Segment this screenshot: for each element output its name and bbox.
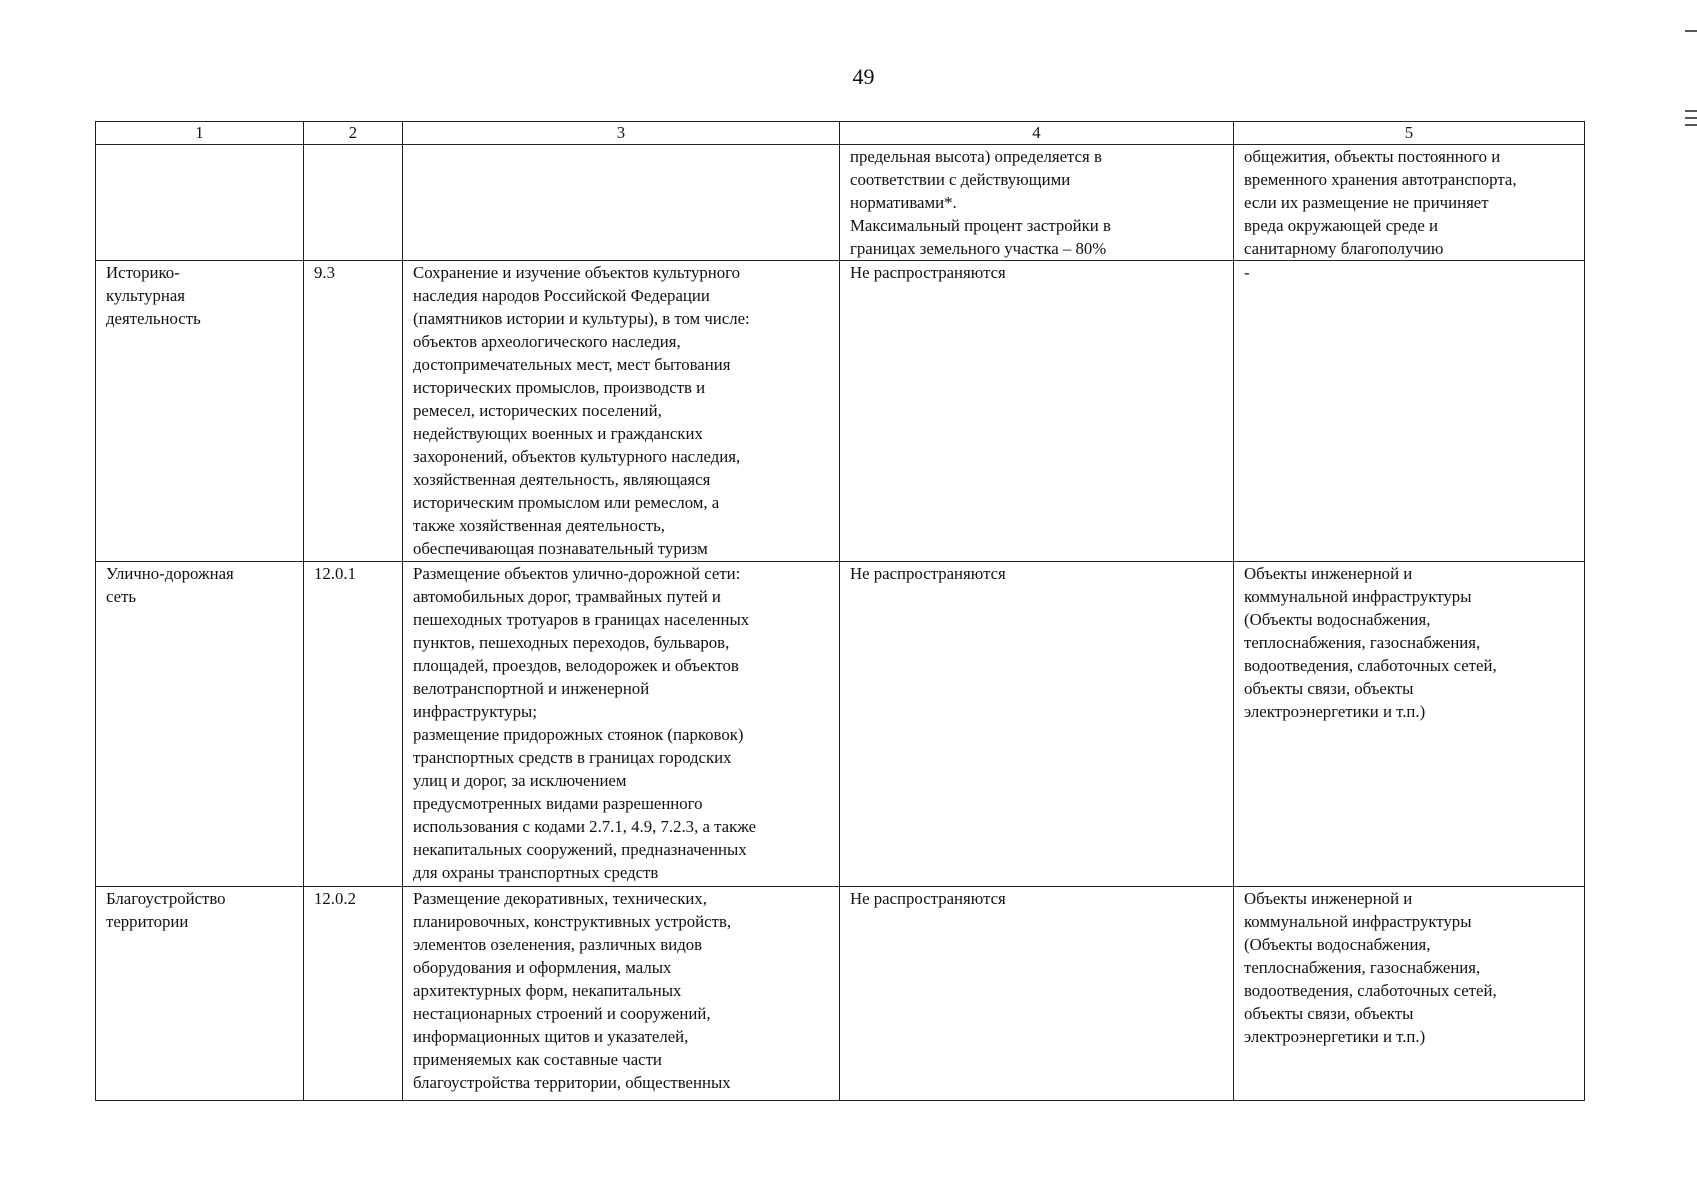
cell-text-line: предусмотренных видами разрешенного	[413, 794, 703, 813]
cell-name	[96, 261, 304, 562]
cell-text-line: Объекты инженерной и	[1244, 564, 1413, 583]
cell-auxiliary	[1234, 145, 1585, 261]
cell-text-line: инфраструктуры;	[413, 702, 537, 721]
cell-text-line: недействующих военных и гражданских	[413, 424, 703, 443]
cell-text-line: для охраны транспортных средств	[413, 863, 659, 882]
cell-auxiliary	[1234, 887, 1585, 1101]
cell-text-line: 12.0.2	[314, 889, 356, 908]
cell-text-line: оборудования и оформления, малых	[413, 958, 672, 977]
table-row-continuation	[96, 145, 1585, 261]
cell-auxiliary	[1234, 261, 1585, 562]
edge-mark	[1685, 30, 1697, 32]
cell-text-line: объекты связи, объекты	[1244, 1004, 1414, 1023]
cell-name	[96, 887, 304, 1101]
cell-text-line: обеспечивающая познавательный туризм	[413, 539, 708, 558]
cell-text-line: исторических промыслов, производств и	[413, 378, 706, 397]
cell-text-line: элементов озеленения, различных видов	[413, 935, 703, 954]
cell-text-line: объекты связи, объекты	[1244, 679, 1414, 698]
cell-text-line: Не распространяются	[850, 263, 1006, 282]
cell-text-line: водоотведения, слаботочных сетей,	[1244, 656, 1497, 675]
cell-text-line: достопримечательных мест, мест бытования	[413, 355, 731, 374]
cell-text-line: санитарному благополучию	[1244, 239, 1444, 258]
column-header: 1	[96, 122, 304, 145]
cell-text-line: вреда окружающей среде и	[1244, 216, 1438, 235]
cell-code	[304, 145, 403, 261]
table-row	[96, 261, 1585, 562]
column-header: 4	[840, 122, 1234, 145]
cell-text-line: нормативами*.	[850, 193, 957, 212]
cell-text-line: нестационарных строений и сооружений,	[413, 1004, 711, 1023]
cell-text-line: размещение придорожных стоянок (парковок)	[413, 725, 744, 744]
cell-text-line: соответствии с действующими	[850, 170, 1071, 189]
cell-text-line: транспортных средств в границах городских	[413, 748, 732, 767]
cell-auxiliary	[1234, 562, 1585, 887]
cell-text-line: площадей, проездов, велодорожек и объектов	[413, 656, 739, 675]
land-use-table	[95, 121, 1585, 1101]
cell-text-line: Объекты инженерной и	[1244, 889, 1413, 908]
edge-mark	[1685, 117, 1697, 119]
cell-parameters	[840, 145, 1234, 261]
cell-text-line: пешеходных тротуаров в границах населенных	[413, 610, 750, 629]
cell-text-line: хозяйственная деятельность, являющаяся	[413, 470, 711, 489]
cell-text-line: (Объекты водоснабжения,	[1244, 935, 1431, 954]
column-header: 2	[304, 122, 403, 145]
edge-mark	[1685, 124, 1697, 126]
cell-text-line: благоустройства территории, общественных	[413, 1073, 731, 1092]
cell-text-line: теплоснабжения, газоснабжения,	[1244, 958, 1481, 977]
cell-text-line: электроэнергетики и т.п.)	[1244, 702, 1426, 721]
cell-name	[96, 145, 304, 261]
cell-description	[403, 261, 840, 562]
cell-text-line: Историко-	[106, 263, 180, 282]
cell-text-line: -	[1244, 263, 1250, 282]
cell-text-line: Размещение декоративных, технических,	[413, 889, 707, 908]
cell-name	[96, 562, 304, 887]
cell-parameters	[840, 887, 1234, 1101]
cell-text-line: электроэнергетики и т.п.)	[1244, 1027, 1426, 1046]
cell-text-line: Улично-дорожная	[106, 564, 234, 583]
cell-text-line: Размещение объектов улично-дорожной сети:	[413, 564, 741, 583]
cell-text-line: улиц и дорог, за исключением	[413, 771, 627, 790]
cell-text-line: территории	[106, 912, 189, 931]
cell-text-line: 12.0.1	[314, 564, 356, 583]
cell-text-line: использования с кодами 2.7.1, 4.9, 7.2.3, а также	[413, 817, 757, 836]
cell-text-line: временного хранения автотранспорта,	[1244, 170, 1517, 189]
cell-parameters	[840, 261, 1234, 562]
cell-description	[403, 145, 840, 261]
cell-code	[304, 887, 403, 1101]
cell-text-line: границах земельного участка – 80%	[850, 239, 1107, 258]
cell-text-line: пунктов, пешеходных переходов, бульваров,	[413, 633, 730, 652]
cell-text-line: Не распространяются	[850, 889, 1006, 908]
cell-text-line: водоотведения, слаботочных сетей,	[1244, 981, 1497, 1000]
cell-description	[403, 887, 840, 1101]
cell-text-line: Благоустройство	[106, 889, 226, 908]
cell-text-line: Сохранение и изучение объектов культурного	[413, 263, 741, 282]
edge-mark	[1685, 110, 1697, 112]
cell-text-line: архитектурных форм, некапитальных	[413, 981, 682, 1000]
cell-text-line: общежития, объекты постоянного и	[1244, 147, 1501, 166]
cell-text-line: теплоснабжения, газоснабжения,	[1244, 633, 1481, 652]
column-header: 3	[403, 122, 840, 145]
cell-text-line: если их размещение не причиняет	[1244, 193, 1489, 212]
cell-text-line: Максимальный процент застройки в	[850, 216, 1111, 235]
header-row	[96, 122, 1585, 145]
cell-text-line: деятельность	[106, 309, 201, 328]
cell-text-line: объектов археологического наследия,	[413, 332, 681, 351]
column-header: 5	[1234, 122, 1585, 145]
cell-text-line: также хозяйственная деятельность,	[413, 516, 665, 535]
cell-text-line: наследия народов Российской Федерации	[413, 286, 710, 305]
cell-text-line: велотранспортной и инженерной	[413, 679, 650, 698]
cell-text-line: планировочных, конструктивных устройств,	[413, 912, 732, 931]
cell-description	[403, 562, 840, 887]
cell-text-line: захоронений, объектов культурного наследия,	[413, 447, 741, 466]
cell-code	[304, 562, 403, 887]
cell-text-line: автомобильных дорог, трамвайных путей и	[413, 587, 721, 606]
cell-parameters	[840, 562, 1234, 887]
cell-text-line: коммунальной инфраструктуры	[1244, 912, 1472, 931]
cell-text-line: применяемых как составные части	[413, 1050, 662, 1069]
cell-text-line: (Объекты водоснабжения,	[1244, 610, 1431, 629]
cell-text-line: некапитальных сооружений, предназначенных	[413, 840, 747, 859]
page-number: 49	[852, 64, 875, 89]
cell-text-line: историческим промыслом или ремеслом, а	[413, 493, 720, 512]
cell-text-line: информационных щитов и указателей,	[413, 1027, 689, 1046]
cell-text-line: ремесел, исторических поселений,	[413, 401, 662, 420]
cell-text-line: культурная	[106, 286, 185, 305]
cell-text-line: сеть	[106, 587, 137, 606]
cell-text-line: (памятников истории и культуры), в том числе:	[413, 309, 750, 328]
cell-text-line: Не распространяются	[850, 564, 1006, 583]
cell-text-line: 9.3	[314, 263, 335, 282]
table-row	[96, 562, 1585, 887]
table-row	[96, 887, 1585, 1101]
cell-code	[304, 261, 403, 562]
cell-text-line: коммунальной инфраструктуры	[1244, 587, 1472, 606]
cell-text-line: предельная высота) определяется в	[850, 147, 1102, 166]
